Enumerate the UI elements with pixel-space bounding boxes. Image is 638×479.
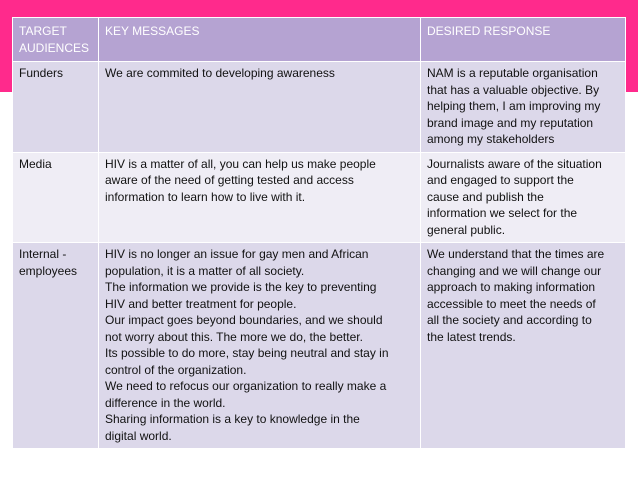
cell-audience: Funders [13, 62, 99, 153]
cell-response: NAM is a reputable organisation that has a valuable objective. By helping them, I am improving my brand image and my reputation among my stakeholders [421, 62, 626, 153]
table-row-funders [13, 62, 626, 153]
cell-audience: Media [13, 152, 99, 243]
cell-response: We understand that the times are changing and we will change our approach to making information accessible to meet the needs of all the society and according to the latest trends. [421, 243, 626, 449]
header-key-messages: KEY MESSAGES [99, 18, 421, 62]
header-target-audiences: TARGET AUDIENCES [13, 18, 99, 62]
cell-response: Journalists aware of the situation and engaged to support the cause and publish the information we select for the general public. [421, 152, 626, 243]
header-row [13, 18, 626, 62]
cell-messages: HIV is no longer an issue for gay men and African population, it is a matter of all society. The information we provide is the key to preventing HIV and better treatment for people. Our impact goes beyond boundaries, and we should not worry about this. The more we do, the better. Its possible to do more, stay being neutral and stay in control of the organization. We need to refocus our organization to really make a difference in the world. Sharing information is a key to knowledge in the digital world. [99, 243, 421, 449]
audience-messages-table-container [12, 17, 625, 449]
cell-audience: Internal - employees [13, 243, 99, 449]
audience-messages-table [12, 17, 626, 449]
cell-messages: We are commited to developing awareness [99, 62, 421, 153]
header-desired-response: DESIRED RESPONSE [421, 18, 626, 62]
table-row-internal-employees [13, 243, 626, 449]
table-row-media [13, 152, 626, 243]
cell-messages: HIV is a matter of all, you can help us make people aware of the need of getting tested and access information to learn how to live with it. [99, 152, 421, 243]
